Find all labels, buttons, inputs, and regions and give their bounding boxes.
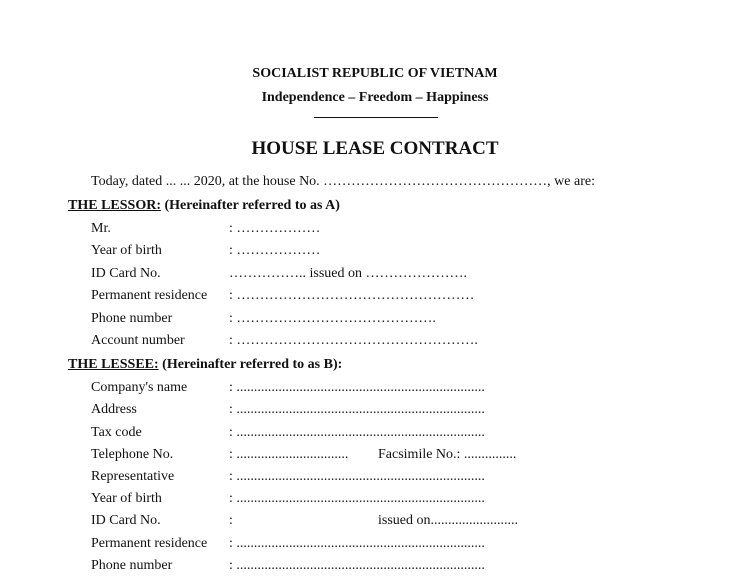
field-value: : ………………	[229, 243, 321, 258]
field-value: : ………………	[229, 221, 321, 236]
field-value: : ................................	[229, 447, 349, 462]
field-label: Representative	[91, 469, 175, 484]
country-name: SOCIALIST REPUBLIC OF VIETNAM	[252, 66, 498, 81]
field-value: : .......................................................................	[229, 425, 485, 440]
field-label: Telephone No.	[91, 447, 174, 462]
field-label: Address	[91, 402, 137, 417]
field-value: :	[229, 513, 233, 528]
facsimile-field: Facsimile No.: ...............	[378, 447, 517, 462]
field-label: Permanent residence	[91, 288, 208, 303]
field-value: : .......................................................................	[229, 491, 485, 506]
field-label: Year of birth	[91, 491, 162, 506]
field-value: : .......................................................................	[229, 558, 485, 573]
field-label: Phone number	[91, 558, 173, 573]
field-label: Mr.	[91, 221, 111, 236]
field-value: : .......................................................................	[229, 536, 485, 551]
lessee-heading-label: THE LESSEE:	[68, 357, 159, 372]
header-divider	[314, 117, 438, 118]
intro-line: Today, dated ... ... 2020, at the house No. …………………………………………, we are:	[91, 174, 595, 189]
field-label: Company's name	[91, 380, 188, 395]
field-value: : …………………………………….	[229, 311, 436, 326]
national-motto: Independence – Freedom – Happiness	[261, 90, 489, 105]
lessee-heading	[68, 357, 342, 373]
lessor-heading-note: (Hereinafter referred to as A)	[160, 198, 340, 213]
field-label: ID Card No.	[91, 266, 161, 281]
field-value: …………….. issued on ………………….	[229, 266, 467, 281]
field-value: : .......................................................................	[229, 380, 485, 395]
field-value: : .......................................................................	[229, 402, 485, 417]
field-label: Permanent residence	[91, 536, 208, 551]
document-title: HOUSE LEASE CONTRACT	[251, 138, 499, 159]
lessor-heading	[68, 198, 340, 214]
field-value: : …………………………………………….	[229, 333, 478, 348]
field-value: : .......................................................................	[229, 469, 485, 484]
field-label: Tax code	[91, 425, 142, 440]
field-label: Phone number	[91, 311, 173, 326]
field-label: ID Card No.	[91, 513, 161, 528]
issued-on-field: issued on.........................	[378, 513, 518, 528]
field-value: : ……………………………………………	[229, 288, 475, 303]
lessor-heading-label: THE LESSOR:	[68, 198, 161, 213]
field-label: Account number	[91, 333, 185, 348]
field-label: Year of birth	[91, 243, 162, 258]
lessee-heading-note: (Hereinafter referred to as B):	[158, 357, 343, 372]
